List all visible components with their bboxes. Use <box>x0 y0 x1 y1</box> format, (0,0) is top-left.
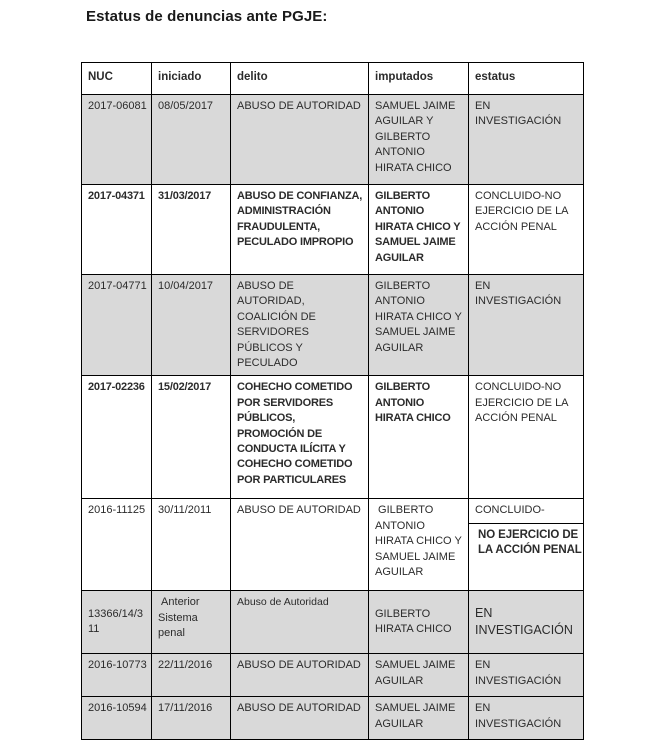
cell-iniciado: Anterior Sistema penal <box>152 591 231 654</box>
denuncias-table <box>81 62 584 740</box>
cell-iniciado: 15/02/2017 <box>152 376 231 499</box>
table-row <box>82 95 584 185</box>
table-row <box>82 185 584 275</box>
cell-imputados: GILBERTO ANTONIO HIRATA CHICO <box>369 376 469 499</box>
table-row <box>82 591 584 654</box>
cell-imputados: SAMUEL JAIME AGUILAR <box>369 697 469 740</box>
cell-imputados: GILBERTO ANTONIO HIRATA CHICO Y SAMUEL JAIME AGUILAR <box>369 275 469 376</box>
cell-nuc: 2017-04771 <box>82 275 152 376</box>
cell-imputados: GILBERTO ANTONIO HIRATA CHICO Y SAMUEL JAIME AGUILAR <box>369 499 469 591</box>
header-cell-nuc: NUC <box>82 63 152 95</box>
cell-nuc: 13366/14/311 <box>82 591 152 654</box>
cell-imputados: GILBERTO HIRATA CHICO <box>369 591 469 654</box>
cell-delito: ABUSO DE AUTORIDAD <box>231 697 369 740</box>
cell-delito: ABUSO DE AUTORIDAD, COALICIÓN DE SERVIDORES PÚBLICOS Y PECULADO <box>231 275 369 376</box>
cell-imputados: GILBERTO ANTONIO HIRATA CHICO Y SAMUEL JAIME AGUILAR <box>369 185 469 275</box>
cell-iniciado: 10/04/2017 <box>152 275 231 376</box>
cell-imputados: SAMUEL JAIME AGUILAR <box>369 654 469 697</box>
table-row <box>82 499 584 591</box>
header-cell-iniciado: iniciado <box>152 63 231 95</box>
estatus-line-top: CONCLUIDO- <box>469 503 583 523</box>
cell-estatus: CONCLUIDO-NO EJERCICIO DE LA ACCIÓN PENAL <box>469 185 584 275</box>
cell-delito: ABUSO DE AUTORIDAD <box>231 654 369 697</box>
cell-estatus: EN INVESTIGACIÓN <box>469 697 584 740</box>
cell-nuc: 2016-11125 <box>82 499 152 591</box>
cell-iniciado: 22/11/2016 <box>152 654 231 697</box>
cell-nuc: 2017-02236 <box>82 376 152 499</box>
cell-delito: Abuso de Autoridad <box>231 591 369 654</box>
cell-delito: COHECHO COMETIDO POR SERVIDORES PÚBLICOS, PROMOCIÓN DE CONDUCTA ILÍCITA Y COHECHO COMETIDO POR PARTICULARES <box>231 376 369 499</box>
header-cell-estatus: estatus <box>469 63 584 95</box>
cell-iniciado: 08/05/2017 <box>152 95 231 185</box>
cell-nuc: 2016-10773 <box>82 654 152 697</box>
cell-delito: ABUSO DE CONFIANZA, ADMINISTRACIÓN FRAUDULENTA, PECULADO IMPROPIO <box>231 185 369 275</box>
table-row <box>82 275 584 376</box>
cell-imputados: SAMUEL JAIME AGUILAR Y GILBERTO ANTONIO HIRATA CHICO <box>369 95 469 185</box>
cell-nuc: 2017-04371 <box>82 185 152 275</box>
estatus-line-bottom: NO EJERCICIO DE LA ACCIÓN PENAL <box>478 528 582 556</box>
page-title: Estatus de denuncias ante PGJE: <box>86 8 328 25</box>
cell-nuc: 2017-06081 <box>82 95 152 185</box>
cell-estatus: EN INVESTIGACIÓN <box>469 591 584 654</box>
cell-delito: ABUSO DE AUTORIDAD <box>231 499 369 591</box>
cell-estatus: EN INVESTIGACIÓN <box>469 95 584 185</box>
table-header-row <box>82 63 584 95</box>
cell-estatus: EN INVESTIGACIÓN <box>469 654 584 697</box>
table-row <box>82 376 584 499</box>
cell-nuc: 2016-10594 <box>82 697 152 740</box>
cell-iniciado: 31/03/2017 <box>152 185 231 275</box>
cell-iniciado: 30/11/2011 <box>152 499 231 591</box>
cell-delito: ABUSO DE AUTORIDAD <box>231 95 369 185</box>
header-cell-imputados: imputados <box>369 63 469 95</box>
table-row <box>82 654 584 697</box>
cell-estatus-split <box>469 499 584 591</box>
cell-estatus: EN INVESTIGACIÓN <box>469 275 584 376</box>
cell-estatus: CONCLUIDO-NO EJERCICIO DE LA ACCIÓN PENAL <box>469 376 584 499</box>
table-row <box>82 697 584 740</box>
header-cell-delito: delito <box>231 63 369 95</box>
cell-iniciado: 17/11/2016 <box>152 697 231 740</box>
